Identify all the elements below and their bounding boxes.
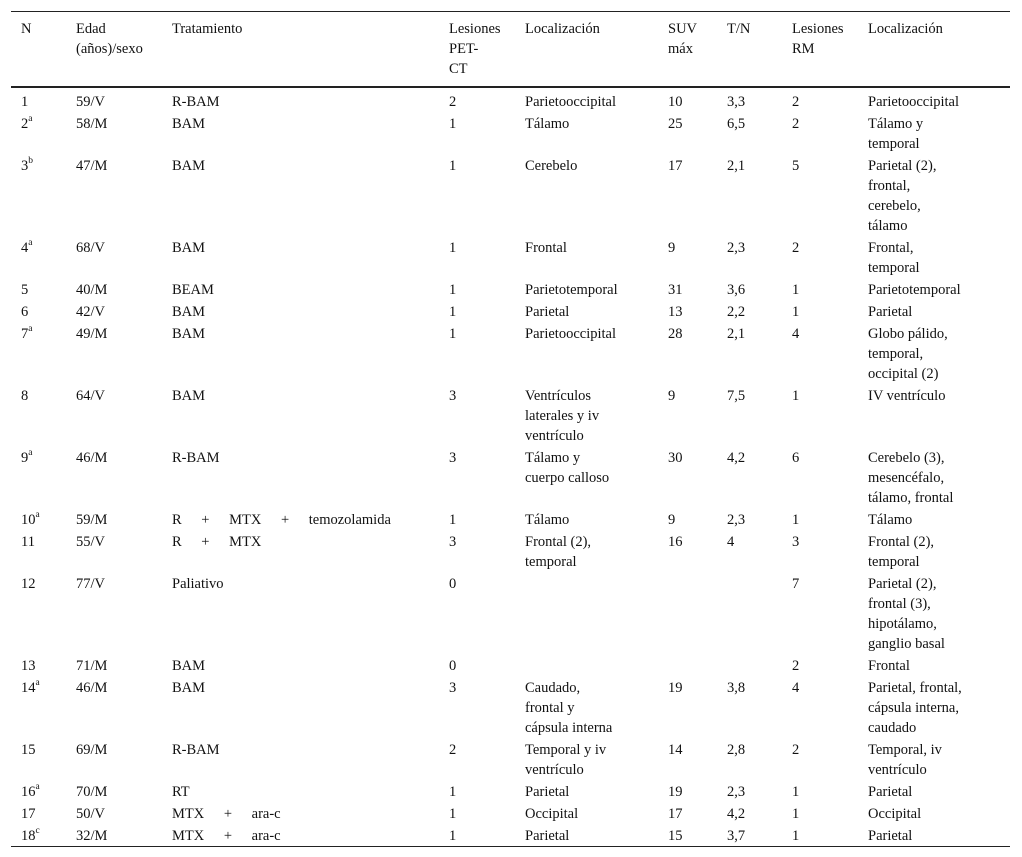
table-row	[11, 322, 1010, 384]
cell-n: 14$^a$	[21, 678, 40, 696]
cell-localizacion-pet: Frontal	[525, 240, 567, 256]
cell-localizacion-pet: Ventrículos laterales y iv ventrículo	[525, 388, 600, 444]
cell-localizacion-rm: Tálamo	[868, 512, 913, 528]
cell-n: 3$^b$	[21, 156, 33, 174]
header-n: N	[21, 21, 32, 37]
header-lesiones-rm: Lesiones RM	[792, 21, 844, 57]
footnote-marker: a	[35, 782, 40, 793]
cell-tn: 3,8	[727, 680, 746, 696]
table-row	[11, 824, 1010, 847]
cell-lesiones-pet: 2	[449, 742, 457, 758]
cell-tn: 2,3	[727, 784, 746, 800]
table-row	[11, 654, 1010, 676]
table-row	[11, 236, 1010, 278]
cell-tn: 4,2	[727, 450, 746, 466]
cell-localizacion-pet: Temporal y iv ventrículo	[525, 742, 607, 778]
cell-lesiones-rm: 2	[792, 658, 800, 674]
cell-tn: 7,5	[727, 388, 746, 404]
footnote-marker: c	[35, 826, 40, 837]
cell-tn: 2,1	[727, 326, 746, 342]
cell-tratamiento: R + MTX + temozolamida	[172, 512, 391, 528]
cell-localizacion-rm: Globo pálido, temporal, occipital (2)	[868, 326, 948, 382]
cell-edad: 40/M	[76, 282, 108, 298]
cell-suv-max: 9	[668, 388, 676, 404]
cell-localizacion-rm: Tálamo y temporal	[868, 116, 924, 152]
cell-suv-max: 19	[668, 784, 683, 800]
cell-localizacion-rm: Cerebelo (3), mesencéfalo, tálamo, frontal	[868, 450, 954, 506]
cell-tratamiento: R-BAM	[172, 450, 220, 466]
cell-n: 5	[21, 282, 29, 298]
cell-n: 17	[21, 806, 36, 822]
cell-edad: 70/M	[76, 784, 108, 800]
cell-localizacion-pet: Parietal	[525, 304, 570, 320]
cell-n: 9$^a$	[21, 448, 33, 466]
cell-tn: 2,1	[727, 158, 746, 174]
cell-tratamiento: BAM	[172, 240, 206, 256]
cell-lesiones-rm: 1	[792, 388, 800, 404]
patient-table-container	[11, 11, 1010, 847]
cell-n: 12	[21, 576, 36, 592]
footnote-marker: a	[35, 510, 40, 521]
cell-lesiones-pet: 1	[449, 326, 457, 342]
cell-lesiones-rm: 2	[792, 240, 800, 256]
cell-edad: 49/M	[76, 326, 108, 342]
cell-localizacion-rm: IV ventrículo	[868, 388, 946, 404]
cell-tratamiento: BAM	[172, 680, 206, 696]
cell-lesiones-pet: 1	[449, 304, 457, 320]
cell-localizacion-pet: Tálamo	[525, 512, 570, 528]
cell-tratamiento: R + MTX	[172, 534, 262, 550]
table-row	[11, 446, 1010, 508]
cell-tn: 2,2	[727, 304, 746, 320]
cell-lesiones-pet: 1	[449, 512, 457, 528]
cell-lesiones-rm: 1	[792, 828, 800, 844]
table-row	[11, 780, 1010, 802]
cell-lesiones-rm: 2	[792, 94, 800, 110]
cell-suv-max: 13	[668, 304, 683, 320]
cell-localizacion-pet: Parietal	[525, 784, 570, 800]
header-localizacion-pet: Localización	[525, 21, 600, 37]
header-row	[11, 12, 1010, 88]
cell-lesiones-pet: 1	[449, 282, 457, 298]
table-row	[11, 384, 1010, 446]
cell-localizacion-rm: Parietal	[868, 304, 913, 320]
cell-lesiones-pet: 3	[449, 680, 457, 696]
cell-tratamiento: BAM	[172, 388, 206, 404]
table-row	[11, 278, 1010, 300]
cell-tratamiento: R-BAM	[172, 742, 220, 758]
cell-localizacion-pet: Tálamo	[525, 116, 570, 132]
cell-localizacion-rm: Parietal	[868, 784, 913, 800]
cell-tn: 3,6	[727, 282, 746, 298]
cell-n: 11	[21, 534, 35, 550]
cell-tratamiento: BAM	[172, 326, 206, 342]
cell-localizacion-rm: Parietal (2), frontal (3), hipotálamo, ganglio basal	[868, 576, 945, 652]
cell-localizacion-pet: Frontal (2), temporal	[525, 534, 592, 570]
cell-tn: 3,7	[727, 828, 746, 844]
cell-tratamiento: RT	[172, 784, 190, 800]
table-row	[11, 154, 1010, 236]
footnote-marker: a	[28, 448, 33, 459]
cell-localizacion-pet: Occipital	[525, 806, 579, 822]
cell-tratamiento: BEAM	[172, 282, 214, 298]
cell-n: 18$^c$	[21, 826, 40, 844]
cell-tn: 2,3	[727, 240, 746, 256]
cell-localizacion-rm: Parietal (2), frontal, cerebelo, tálamo	[868, 158, 937, 234]
footnote-marker: a	[35, 678, 40, 689]
cell-edad: 71/M	[76, 658, 108, 674]
cell-lesiones-pet: 3	[449, 450, 457, 466]
table-row	[11, 530, 1010, 572]
table-row	[11, 572, 1010, 654]
cell-n: 8	[21, 388, 29, 404]
cell-suv-max: 14	[668, 742, 683, 758]
cell-n: 6	[21, 304, 29, 320]
table-row	[11, 300, 1010, 322]
table-row	[11, 802, 1010, 824]
header-suv-max: SUV máx	[668, 21, 698, 57]
cell-n: 7$^a$	[21, 324, 33, 342]
table-row	[11, 508, 1010, 530]
cell-localizacion-rm: Parietal, frontal, cápsula interna, caudado	[868, 680, 962, 736]
cell-tratamiento: R-BAM	[172, 94, 220, 110]
cell-lesiones-pet: 2	[449, 94, 457, 110]
cell-tratamiento: BAM	[172, 158, 206, 174]
cell-edad: 46/M	[76, 680, 108, 696]
cell-suv-max: 28	[668, 326, 683, 342]
cell-localizacion-rm: Frontal, temporal	[868, 240, 920, 276]
cell-lesiones-pet: 1	[449, 784, 457, 800]
cell-tn: 3,3	[727, 94, 746, 110]
cell-edad: 55/V	[76, 534, 105, 550]
cell-suv-max: 30	[668, 450, 683, 466]
footnote-marker: a	[28, 238, 33, 249]
cell-lesiones-rm: 2	[792, 116, 800, 132]
cell-suv-max	[668, 654, 727, 676]
cell-edad: 77/V	[76, 576, 105, 592]
cell-localizacion-rm: Temporal, iv ventrículo	[868, 742, 942, 778]
cell-edad: 50/V	[76, 806, 105, 822]
table-row	[11, 112, 1010, 154]
header-tratamiento: Tratamiento	[172, 21, 243, 37]
cell-localizacion-pet: Parietooccipital	[525, 94, 616, 110]
cell-tn: 2,8	[727, 742, 746, 758]
cell-localizacion-pet: Caudado, frontal y cápsula interna	[525, 680, 613, 736]
cell-tn	[727, 572, 792, 654]
cell-lesiones-rm: 4	[792, 326, 800, 342]
cell-tratamiento: BAM	[172, 304, 206, 320]
cell-lesiones-rm: 1	[792, 512, 800, 528]
header-tn: T/N	[727, 21, 751, 37]
cell-lesiones-pet: 0	[449, 576, 457, 592]
cell-tn: 4	[727, 534, 735, 550]
cell-n: 1	[21, 94, 29, 110]
cell-lesiones-pet: 1	[449, 116, 457, 132]
cell-tn: 6,5	[727, 116, 746, 132]
cell-suv-max: 31	[668, 282, 683, 298]
cell-lesiones-rm: 1	[792, 784, 800, 800]
cell-edad: 32/M	[76, 828, 108, 844]
cell-edad: 69/M	[76, 742, 108, 758]
cell-lesiones-pet: 3	[449, 534, 457, 550]
cell-lesiones-rm: 6	[792, 450, 800, 466]
cell-localizacion-pet: Tálamo y cuerpo calloso	[525, 450, 610, 486]
cell-lesiones-rm: 5	[792, 158, 800, 174]
cell-tn: 4,2	[727, 806, 746, 822]
table-row	[11, 738, 1010, 780]
cell-n: 4$^a$	[21, 238, 33, 256]
cell-lesiones-rm: 1	[792, 282, 800, 298]
cell-lesiones-rm: 7	[792, 576, 800, 592]
cell-localizacion-pet: Parietal	[525, 828, 570, 844]
cell-lesiones-pet: 3	[449, 388, 457, 404]
cell-suv-max: 9	[668, 512, 676, 528]
cell-suv-max: 17	[668, 158, 683, 174]
cell-lesiones-rm: 4	[792, 680, 800, 696]
cell-n: 15	[21, 742, 36, 758]
cell-edad: 46/M	[76, 450, 108, 466]
cell-suv-max: 15	[668, 828, 683, 844]
table-row	[11, 676, 1010, 738]
footnote-marker: a	[28, 114, 33, 125]
table-header	[11, 12, 1010, 88]
cell-edad: 68/V	[76, 240, 105, 256]
cell-n: 16$^a$	[21, 782, 40, 800]
cell-edad: 58/M	[76, 116, 108, 132]
cell-localizacion-pet	[525, 572, 668, 654]
table-row	[11, 87, 1010, 112]
cell-tratamiento: MTX + ara-c	[172, 828, 281, 844]
cell-lesiones-pet: 0	[449, 658, 457, 674]
cell-suv-max: 10	[668, 94, 683, 110]
cell-lesiones-pet: 1	[449, 240, 457, 256]
cell-localizacion-rm: Parietooccipital	[868, 94, 959, 110]
cell-n: 10$^a$	[21, 510, 40, 528]
cell-tn	[727, 654, 792, 676]
cell-n: 13	[21, 658, 36, 674]
cell-edad: 42/V	[76, 304, 105, 320]
cell-tratamiento: MTX + ara-c	[172, 806, 281, 822]
cell-suv-max	[668, 572, 727, 654]
cell-lesiones-rm: 2	[792, 742, 800, 758]
cell-tratamiento: BAM	[172, 658, 206, 674]
cell-localizacion-rm: Parietotemporal	[868, 282, 961, 298]
cell-suv-max: 19	[668, 680, 683, 696]
cell-localizacion-pet: Cerebelo	[525, 158, 578, 174]
cell-localizacion-rm: Occipital	[868, 806, 922, 822]
cell-lesiones-pet: 1	[449, 158, 457, 174]
cell-localizacion-rm: Frontal (2), temporal	[868, 534, 935, 570]
cell-tratamiento: Paliativo	[172, 576, 224, 592]
cell-lesiones-rm: 3	[792, 534, 800, 550]
cell-localizacion-rm: Parietal	[868, 828, 913, 844]
cell-edad: 47/M	[76, 158, 108, 174]
footnote-marker: b	[28, 156, 33, 167]
cell-lesiones-rm: 1	[792, 304, 800, 320]
cell-suv-max: 17	[668, 806, 683, 822]
cell-lesiones-rm: 1	[792, 806, 800, 822]
cell-suv-max: 9	[668, 240, 676, 256]
cell-tratamiento: BAM	[172, 116, 206, 132]
cell-suv-max: 25	[668, 116, 683, 132]
cell-localizacion-pet	[525, 654, 668, 676]
cell-edad: 64/V	[76, 388, 105, 404]
cell-localizacion-pet: Parietooccipital	[525, 326, 616, 342]
cell-n: 2$^a$	[21, 114, 33, 132]
patient-table	[11, 11, 1010, 847]
cell-localizacion-pet: Parietotemporal	[525, 282, 618, 298]
header-localizacion-rm: Localización	[868, 21, 943, 37]
footnote-marker: a	[28, 324, 33, 335]
cell-tn: 2,3	[727, 512, 746, 528]
table-body	[11, 87, 1010, 847]
cell-localizacion-rm: Frontal	[868, 658, 910, 674]
cell-lesiones-pet: 1	[449, 806, 457, 822]
cell-lesiones-pet: 1	[449, 828, 457, 844]
cell-edad: 59/M	[76, 512, 108, 528]
cell-edad: 59/V	[76, 94, 105, 110]
header-edad: Edad (años)/sexo	[76, 21, 143, 57]
cell-suv-max: 16	[668, 534, 683, 550]
header-lesiones-petct: Lesiones PET- CT	[449, 21, 501, 77]
